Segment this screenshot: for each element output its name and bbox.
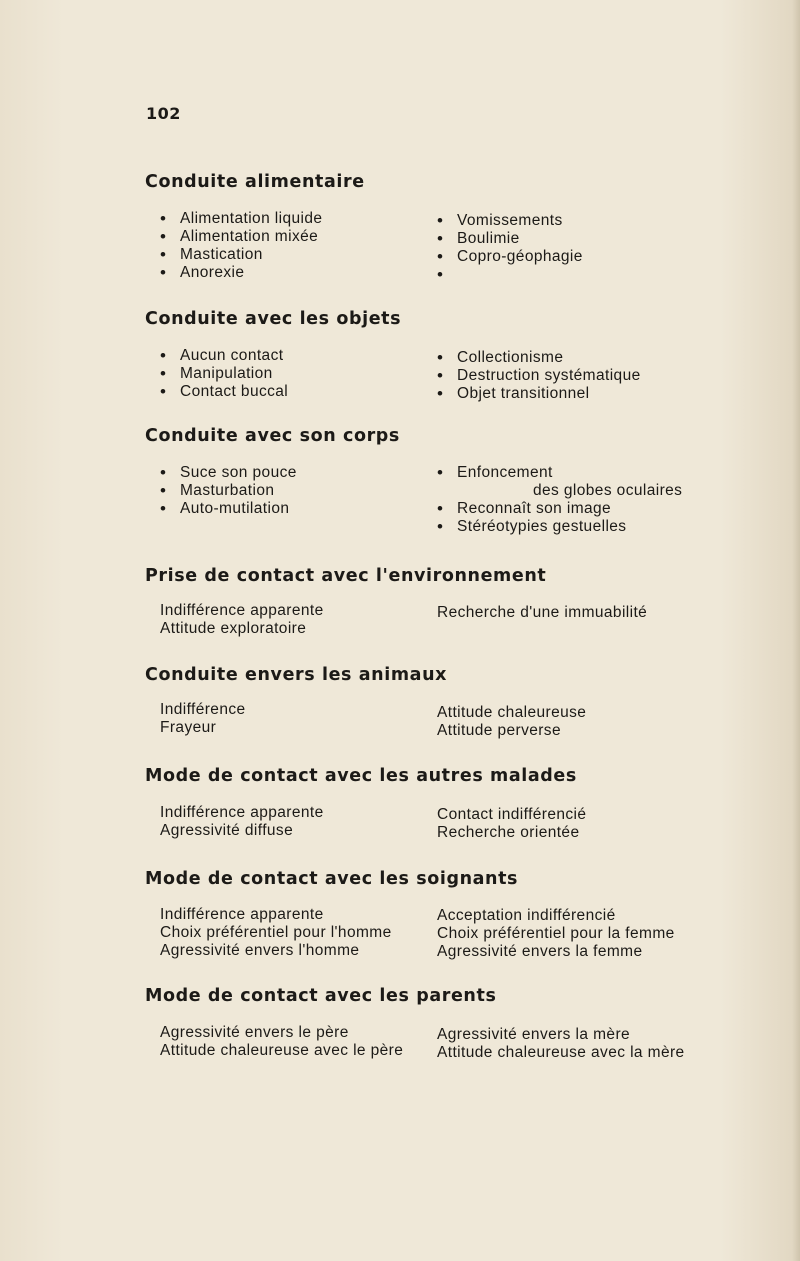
left-column: [160, 701, 246, 737]
list-item: Attitude chaleureuse avec la mère: [437, 1044, 685, 1061]
list-item: Attitude exploratoire: [160, 620, 307, 637]
list-item: • Contact buccal: [160, 383, 288, 401]
left-column: [160, 347, 288, 401]
right-column: [437, 464, 682, 536]
list-item: Agressivité envers l'homme: [160, 942, 360, 959]
list-item: • Anorexie: [160, 264, 322, 282]
section-heading: Mode de contact avec les autres malades: [145, 766, 577, 786]
section-heading: Prise de contact avec l'environnement: [145, 566, 547, 586]
list-item: Indifférence: [160, 701, 246, 718]
right-column: [437, 1026, 685, 1062]
list-item: • Copro-géophagie: [437, 248, 583, 266]
list-item: Contact indifférencié: [437, 806, 587, 823]
list-item: • Boulimie: [437, 230, 583, 248]
list-item: • Destruction systématique: [437, 367, 641, 385]
list-item: • Reconnaît son image: [437, 500, 682, 518]
list-item: • Alimentation mixée: [160, 228, 322, 246]
right-column: [437, 212, 583, 266]
left-column: [160, 1024, 403, 1060]
list-item: Frayeur: [160, 719, 217, 736]
list-item: Recherche d'une immuabilité: [437, 604, 648, 621]
list-item: • Alimentation liquide: [160, 210, 322, 228]
list-item: • Auto-mutilation: [160, 500, 297, 518]
left-column: [160, 906, 392, 960]
right-column: [437, 704, 586, 740]
left-column: [160, 210, 322, 282]
left-column: [160, 602, 324, 638]
section-heading: Mode de contact avec les parents: [145, 986, 497, 1006]
list-item: • Suce son pouce: [160, 464, 297, 482]
list-item: Choix préférentiel pour la femme: [437, 925, 675, 942]
section-heading: Conduite avec les objets: [145, 309, 402, 329]
right-column: [437, 604, 647, 622]
section-heading: Conduite envers les animaux: [145, 665, 448, 685]
section-heading: Mode de contact avec les soignants: [145, 869, 519, 889]
list-item: • Aucun contact: [160, 347, 288, 365]
right-column: [437, 349, 641, 403]
page-number: 102: [146, 104, 181, 123]
list-item: Agressivité diffuse: [160, 822, 294, 839]
left-column: [160, 804, 324, 840]
list-item: Recherche orientée: [437, 824, 580, 841]
list-item: Agressivité envers la femme: [437, 943, 643, 960]
right-column: [437, 907, 675, 961]
list-item: • Enfoncement: [437, 464, 682, 482]
list-item: des globes oculaires: [533, 482, 683, 499]
list-item: Agressivité envers le père: [160, 1024, 349, 1041]
list-item: • Mastication: [160, 246, 322, 264]
list-item: Choix préférentiel pour l'homme: [160, 924, 392, 941]
section-heading: Conduite avec son corps: [145, 426, 400, 446]
list-item: • Collectionisme: [437, 349, 641, 367]
list-item: • Masturbation: [160, 482, 297, 500]
list-item: Attitude perverse: [437, 722, 561, 739]
list-item: Indifférence apparente: [160, 602, 324, 619]
list-item: Acceptation indifférencié: [437, 907, 616, 924]
left-column: [160, 464, 297, 518]
list-item: • Manipulation: [160, 365, 288, 383]
list-item: Agressivité envers la mère: [437, 1026, 631, 1043]
list-item: • Vomissements: [437, 212, 583, 230]
list-item: Indifférence apparente: [160, 804, 324, 821]
list-item: Indifférence apparente: [160, 906, 324, 923]
list-item: • Stéréotypies gestuelles: [437, 518, 682, 536]
section-heading: Conduite alimentaire: [145, 172, 365, 192]
right-column: [437, 806, 586, 842]
list-item: Attitude chaleureuse: [437, 704, 587, 721]
list-item: • Objet transitionnel: [437, 385, 641, 403]
list-item: Attitude chaleureuse avec le père: [160, 1042, 404, 1059]
